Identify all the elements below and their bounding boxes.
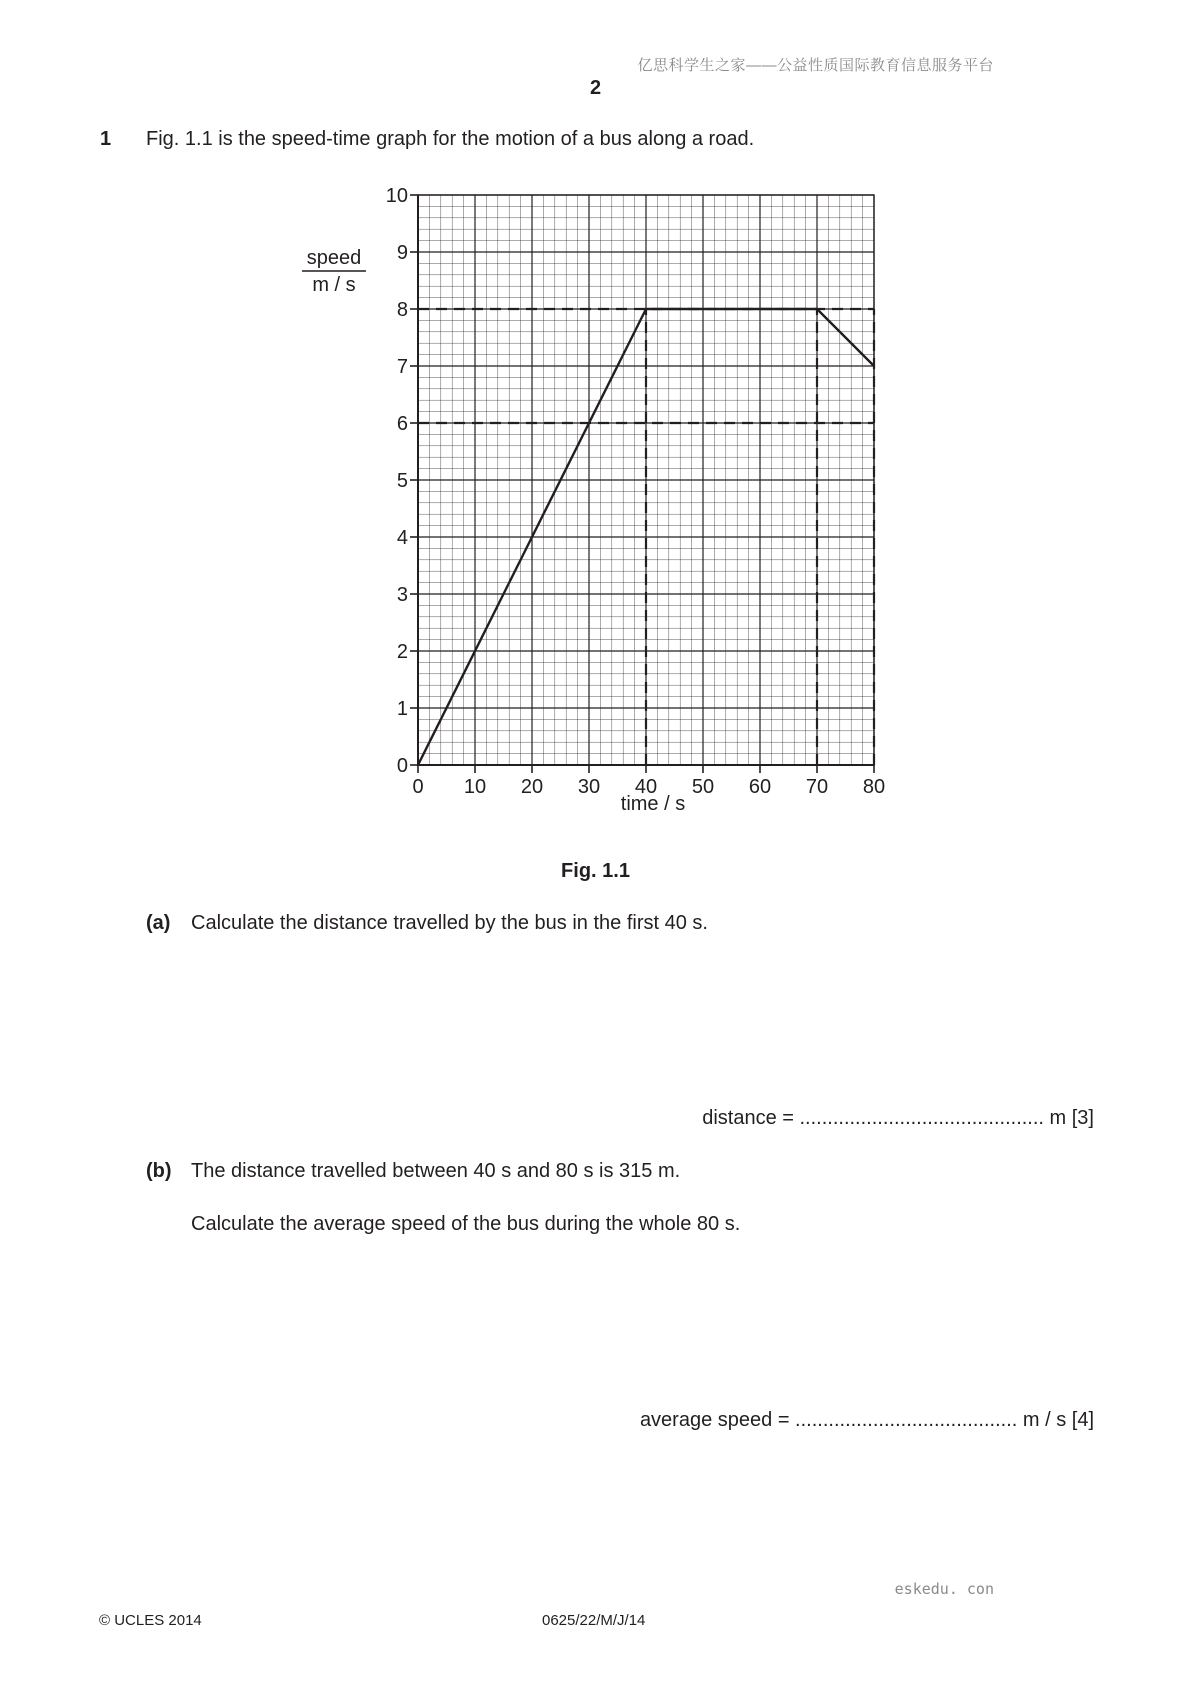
y-tick-label: 9 xyxy=(396,242,408,264)
x-tick-label: 10 xyxy=(463,776,487,798)
y-tick-label: 6 xyxy=(396,413,408,435)
part-b-label: (b) xyxy=(146,1160,172,1182)
page-number: 2 xyxy=(589,77,602,99)
x-tick-label: 80 xyxy=(862,776,886,798)
x-tick-label: 70 xyxy=(805,776,829,798)
figure-caption: Fig. 1.1 xyxy=(561,860,630,882)
x-tick-label: 30 xyxy=(577,776,601,798)
y-tick-label: 0 xyxy=(396,755,408,777)
y-tick-label: 10 xyxy=(385,185,408,207)
y-tick-label: 3 xyxy=(396,584,408,606)
part-b-question: Calculate the average speed of the bus during the whole 80 s. xyxy=(191,1213,741,1235)
y-tick-label: 1 xyxy=(396,698,408,720)
x-tick-label: 60 xyxy=(748,776,772,798)
y-tick-labels xyxy=(386,185,408,777)
x-axis-label: time / s xyxy=(620,793,686,815)
axes xyxy=(410,195,874,773)
paper-code: 0625/22/M/J/14 xyxy=(542,1612,646,1629)
y-tick-label: 7 xyxy=(396,356,408,378)
question-number: 1 xyxy=(100,128,112,150)
y-tick-label: 5 xyxy=(396,470,408,492)
data-point xyxy=(645,308,647,310)
y-tick-label: 4 xyxy=(396,527,408,549)
watermark-footer: eskedu. con xyxy=(894,1580,994,1598)
x-tick-label: 20 xyxy=(520,776,544,798)
y-tick-label: 2 xyxy=(396,641,408,663)
part-a-label: (a) xyxy=(146,912,171,934)
x-tick-label: 0 xyxy=(412,776,424,798)
question-intro: Fig. 1.1 is the speed-time graph for the motion of a bus along a road. xyxy=(146,128,755,150)
watermark-header: 亿思科学生之家——公益性质国际教育信息服务平台 xyxy=(637,57,994,74)
part-b-given: The distance travelled between 40 s and 80 s is 315 m. xyxy=(191,1160,681,1182)
part-a-answer-line[interactable]: distance = ............................................ m [3] xyxy=(702,1107,1094,1129)
part-b-answer-line[interactable]: average speed = ........................................ m / s [4] xyxy=(639,1409,1094,1431)
data-point xyxy=(816,308,818,310)
x-tick-label: 50 xyxy=(691,776,715,798)
y-tick-label: 8 xyxy=(396,299,408,321)
y-axis-label-numerator: speed xyxy=(306,247,362,269)
x-tick-label: 40 xyxy=(634,776,658,798)
y-axis-label-denominator: m / s xyxy=(312,274,356,296)
part-a-question: Calculate the distance travelled by the bus in the first 40 s. xyxy=(191,912,708,934)
copyright: © UCLES 2014 xyxy=(99,1612,202,1629)
speed-time-graph xyxy=(290,180,910,820)
